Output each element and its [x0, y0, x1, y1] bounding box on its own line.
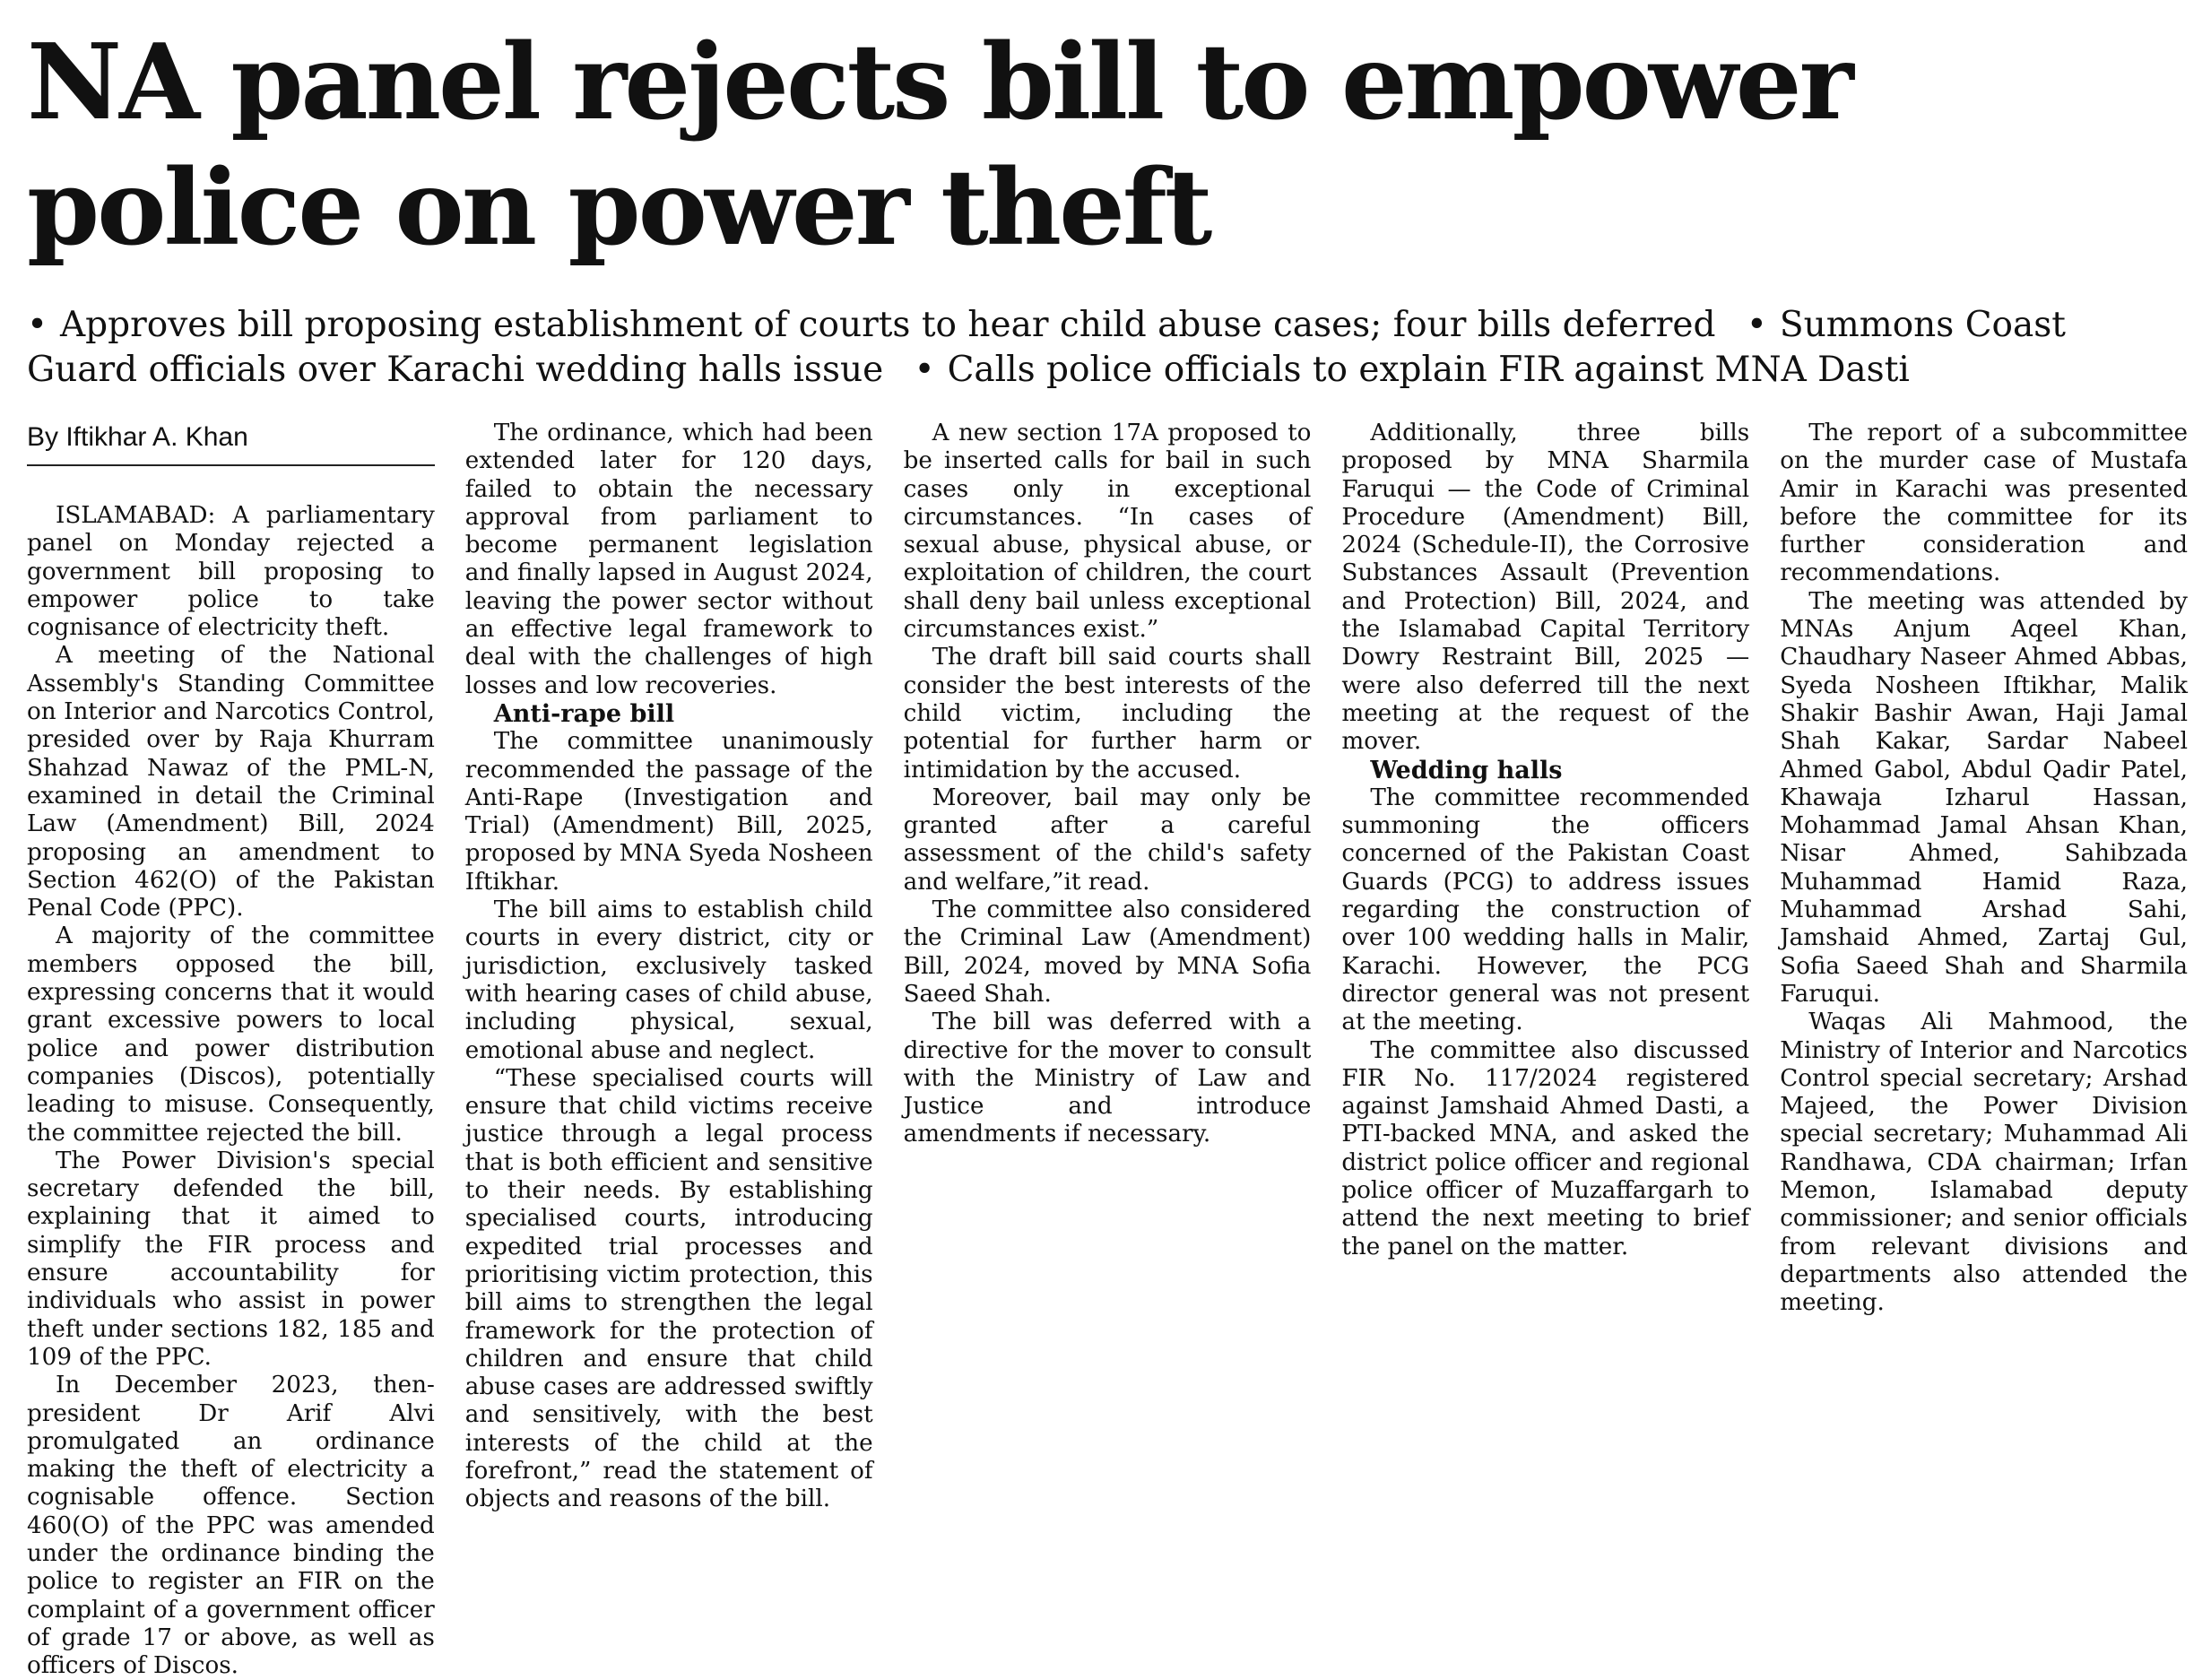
column-4 — [1341, 420, 1749, 1680]
subhead-1: Approves bill proposing establishment of courts to hear child abuse cases; four bills deferred — [60, 305, 1716, 345]
byline: By Iftikhar A. Khan — [27, 420, 435, 466]
column-1 — [27, 420, 435, 1680]
paragraph: The ordinance, which had been extended later for 120 days, failed to obtain the necessary approval from parliament to become permanent legislation and finally lapsed in August 2024, leaving the power sector without an effective legal framework to deal with the challenges of high losses and low recoveries. — [464, 420, 873, 699]
headline: NA panel rejects bill to empower police on power theft — [27, 22, 1851, 269]
section-heading-wedding-halls: Wedding halls — [1370, 756, 1563, 784]
paragraph: “These specialised courts will ensure that child victims receive justice through a legal process that is both efficient and sensitive to their needs. By establishing specialised courts, introducing expedited trial processes and prioritising victim protection, this bill aims to strengthen the legal framework for the protection of children and ensure that child abuse cases are addressed swiftly and sensitively, with the best interests of the child at the forefront,” read the statement of objects and reasons of the bill. — [464, 1064, 873, 1513]
section-heading-anti-rape: Anti-rape bill — [493, 699, 675, 728]
article-body — [27, 420, 2188, 1680]
column-5 — [1780, 420, 2188, 1680]
paragraph: A majority of the committee members opposed the bill, expressing concerns that it would grant excessive powers to local police and power distribution companies (Discos), potentially leading to misuse. Consequently, the committee rejected the bill. — [27, 922, 435, 1147]
column-2 — [465, 420, 873, 1680]
paragraph: The committee unanimously recommended the passage of the Anti-Rape (Investigation and Trial) (Amendment) Bill, 2025, proposed by MNA Syeda Nosheen Iftikhar. — [464, 728, 873, 896]
paragraph: The meeting was attended by MNAs Anjum Aqeel Khan, Chaudhary Naseer Ahmed Abbas, Syeda Nosheen Iftikhar, Malik Shakir Bashir Awan, Haji Jamal Shah Kakar, Sardar Nabeel Ahmed Gabol, Abdul Qadir Patel, Khawaja Izharul Hassan, Mohammad Jamal Ahsan Khan, Nisar Ahmed, Sahibzada Muhammad Hamid Raza, Muhammad Arshad Sahi, Jamshaid Ahmed, Zartaj Gul, Sofia Saeed Shah and Sharmila Faruqui. — [1780, 587, 2188, 1008]
paragraph: Moreover, bail may only be granted after a careful assessment of the child's safety and welfare,”it read. — [903, 784, 1312, 896]
paragraph: The bill was deferred with a directive for the mover to consult with the Ministry of Law and Justice and introduce amendments if necessary. — [903, 1009, 1312, 1148]
paragraph: Waqas Ali Mahmood, the Ministry of Interior and Narcotics Control special secretary; Arshad Majeed, the Power Division special secretary; Muhammad Ali Randhawa, CDA chairman; Irfan Memon, Islamabad deputy commissioner; and senior officials from relevant divisions and departments also attended the meeting. — [1780, 1009, 2188, 1317]
paragraph: The draft bill said courts shall consider the best interests of the child victim, including the potential for further harm or intimidation by the accused. — [903, 644, 1312, 784]
column-3 — [904, 420, 1312, 1680]
bullet-icon: • — [914, 350, 935, 390]
paragraph: The report of a subcommittee on the murder case of Mustafa Amir in Karachi was presented before the committee for its further consideration and recommendations. — [1780, 420, 2188, 587]
paragraph: The committee also discussed FIR No. 117/2024 registered against Jamshaid Ahmed Dasti, a PTI-backed MNA, and asked the district police officer and regional police officer of Muzaffargarh to attend the next meeting to brief the panel on the matter. — [1341, 1036, 1750, 1260]
bullet-icon: • — [1746, 305, 1767, 345]
paragraph: Additionally, three bills proposed by MNA Sharmila Faruqui — the Code of Criminal Procedure (Amendment) Bill, 2024 (Schedule-II), the Corrosive Substances Assault (Prevention and Protection) Bill, 2024, and the Islamabad Capital Territory Dowry Restraint Bill, 2025 — were also deferred till the next meeting at the request of the mover. — [1341, 420, 1750, 756]
paragraph: The committee recommended summoning the officers concerned of the Pakistan Coast Guards (PCG) to address issues regarding the construction of over 100 wedding halls in Malir, Karachi. However, the PCG director general was not present at the meeting. — [1341, 784, 1750, 1036]
paragraph: The bill aims to establish child courts in every district, city or jurisdiction, exclusively tasked with hearing cases of child abuse, including physical, sexual, emotional abuse and neglect. — [464, 896, 873, 1064]
paragraph: ISLAMABAD: A parliamentary panel on Monday rejected a government bill proposing to empower police to take cognisance of electricity theft. — [27, 502, 435, 642]
subheads — [27, 303, 2186, 393]
paragraph: A meeting of the National Assembly's Standing Committee on Interior and Narcotics Control, presided over by Raja Khurram Shahzad Nawaz of the PML-N, examined in detail the Criminal Law (Amendment) Bill, 2024 proposing an amendment to Section 462(O) of the Pakistan Penal Code (PPC). — [27, 642, 435, 922]
paragraph: The committee also considered the Criminal Law (Amendment) Bill, 2024, moved by MNA Sofia Saeed Shah. — [903, 896, 1312, 1008]
subhead-3: Calls police officials to explain FIR against MNA Dasti — [947, 350, 1910, 390]
bullet-icon: • — [27, 305, 48, 345]
subhead-2: Summons Coast Guard officials over Karachi wedding halls issue — [27, 305, 2066, 390]
paragraph: The Power Division's special secretary defended the bill, explaining that it aimed to simplify the FIR process and ensure accountability for individuals who assist in power theft under sections 182, 185 and 109 of the PPC. — [27, 1147, 435, 1371]
paragraph: In December 2023, then-president Dr Arif Alvi promulgated an ordinance making the theft of electricity a cognisable offence. Section 460(O) of the PPC was amended under the ordinance binding the police to register an FIR on the complaint of a government officer of grade 17 or above, as well as officers of Discos. — [27, 1372, 435, 1680]
paragraph: A new section 17A proposed to be inserted calls for bail in such cases only in exceptional circumstances. “In cases of sexual abuse, physical abuse, or exploitation of children, the court shall deny bail unless exceptional circumstances exist.” — [903, 420, 1312, 644]
